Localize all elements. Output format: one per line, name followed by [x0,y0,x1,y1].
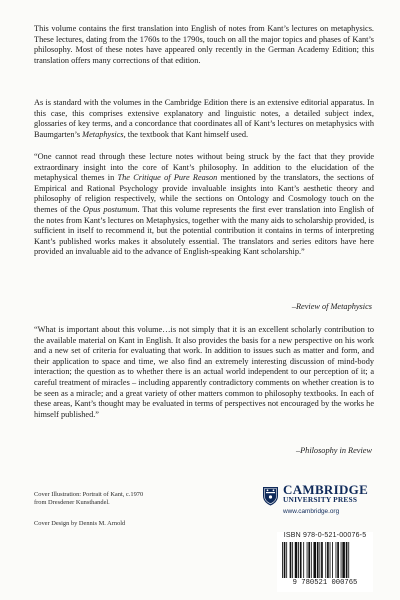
cover-design-credit: Cover Design by Dennis M. Arnold [34,520,126,527]
text-run: , the textbook that Kant himself used. [123,129,249,139]
description-paragraph-1 [34,24,374,66]
text-run: mentioned by the translators, the sections of Empirical and Rational Psychology provide invaluable insights into Kant’s aesthetic theory and philosophy of religion respectively, while the sections on Ontology and Cosmology touch on the themes of the [34,173,374,214]
quote-text: “What is important about this volume…is not simply that it is an excellent scholarly contribution to the available material on Kant in English. It also provides the basis for a new perspective on his work and a new set of criteria for evaluating that work. In addition to issues such as matter and form, and their application to space and time, we also find an extremely interesting discussion of mind-body interaction; the question as to whether there is an actual world independent to our perception of it; a careful treatment of miracles – including apparently contradictory comments on whether creation is to be seen as a miracle; and a great variety of other matters common to philosophy textbooks. In each of these areas, Kant’s thought may be evaluated in terms of perspectives not encouraged by the works he himself published.” [34,325,374,419]
publisher-name [283,482,369,505]
book-title-italic: Opus postumum [83,204,138,214]
isbn-barcode [277,532,373,592]
barcode-digits: 9 780521 000765 [292,579,358,587]
review-quote-2 [34,325,374,420]
paragraph-text: This volume contains the first translation into English of notes from Kant’s lectures on metaphysics. These lectures, dating from the 1760s to the 1790s, touch on all the major topics and phases of Kant’s philosophy. Most of these notes have appeared only recently in the German Academy Edition; this translation offers many corrections of that edition. [34,24,374,65]
publisher-name-line-1: CAMBRIDGE [283,482,369,497]
description-paragraph-2 [34,98,374,140]
book-title-italic: The Critique of Pure Reason [117,173,218,183]
publisher-name-line-2: UNIVERSITY PRESS [283,495,358,504]
credit-line: from Dresdener Kunsthandel. [34,499,110,507]
book-title-italic: Metaphysics [82,129,124,139]
isbn-number: ISBN 978-0-521-00076-5 [283,532,367,539]
shield-icon [262,486,279,506]
review-attribution-1: –Review of Metaphysics [291,302,372,311]
barcode-icon [277,541,373,579]
quote-text [34,152,374,258]
text-run: As is standard with the volumes in the Cambridge Edition there is an extensive editorial apparatus. In this case, this comprises extensive explanatory and linguistic notes, a detailed subject index, glossaries of key terms, and a concordance that coordinates all of Kant’s lectures on metaphysics with Baumgarten’s [34,98,374,139]
text-run: . That this volume represents the first ever translation into English of the notes from Kant’s lectures on Metaphysics, together with the many aids to scholarship provided, is sufficient in itself to recommend it, but the potential contribution it contains in terms of interpreting Kant’s published works makes it absolutely essential. The translators and series editors have here provided an invaluable aid to the advance of English-speaking Kant scholarship.” [34,204,375,257]
publisher-logo [262,482,374,515]
review-attribution-2: –Philosophy in Review [295,446,372,455]
credit-line: Cover Illustration: Portrait of Kant, c.1970 [34,491,144,498]
text-run: “One cannot read through these lecture notes without being struck by the fact that they provide extraordinary insight into the core of Kant’s philosophy. In addition to the elucidation of the metaphysical themes in [34,152,374,183]
publisher-url: www.cambridge.org [283,508,340,515]
review-quote-1 [34,152,374,258]
paragraph-text [34,98,374,140]
cover-illustration-credit [34,491,143,508]
